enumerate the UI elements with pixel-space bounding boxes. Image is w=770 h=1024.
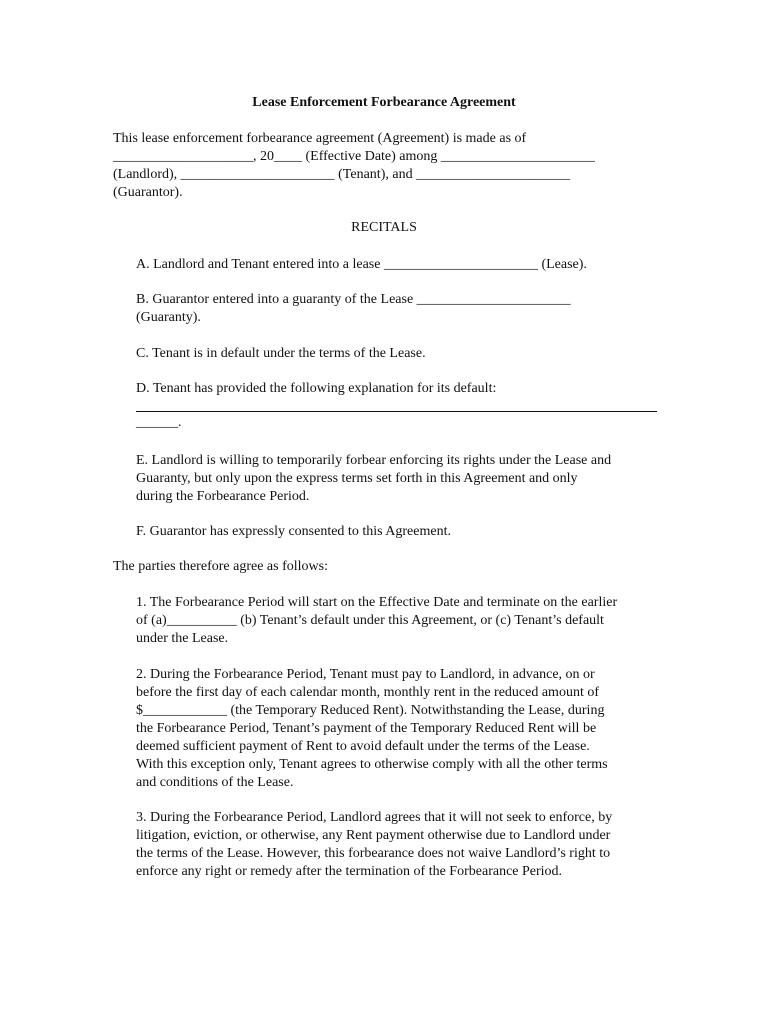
recital-b-line-2: (Guaranty). <box>136 310 201 325</box>
clause-3-line-2: litigation, eviction, or otherwise, any Rent payment otherwise due to Landlord under <box>136 828 611 843</box>
recital-e-line-1: E. Landlord is willing to temporarily forbear enforcing its rights under the Lease and <box>136 453 612 468</box>
intro-line-3: (Landlord), ______________________ (Tenant), and ______________________ <box>113 167 571 182</box>
clause-1-line-2: of (a)__________ (b) Tenant’s default under this Agreement, or (c) Tenant’s default <box>136 613 604 628</box>
recital-b-line-1: B. Guarantor entered into a guaranty of the Lease ______________________ <box>136 292 571 307</box>
agree-intro: The parties therefore agree as follows: <box>113 559 328 574</box>
clause-3-line-1: 3. During the Forbearance Period, Landlord agrees that it will not seek to enforce, by <box>136 810 613 825</box>
clause-3-line-3: the terms of the Lease. However, this forbearance does not waive Landlord’s right to <box>136 846 611 861</box>
clause-2-line-4: the Forbearance Period, Tenant’s payment of the Temporary Reduced Rent will be <box>136 721 597 736</box>
intro-line-4: (Guarantor). <box>113 185 183 200</box>
clause-2-line-7: and conditions of the Lease. <box>136 775 294 790</box>
recital-e-line-3: during the Forbearance Period. <box>136 489 310 504</box>
recital-e-line-2: Guaranty, but only upon the express terms set forth in this Agreement and only <box>136 471 578 486</box>
clause-2-line-1: 2. During the Forbearance Period, Tenant must pay to Landlord, in advance, on or <box>136 667 595 682</box>
document-title: Lease Enforcement Forbearance Agreement <box>252 95 516 110</box>
clause-2-line-2: before the first day of each calendar month, monthly rent in the reduced amount of <box>136 685 599 700</box>
clause-2-line-3: $____________ (the Temporary Reduced Rent). Notwithstanding the Lease, during <box>136 703 605 718</box>
clause-3-line-4: enforce any right or remedy after the termination of the Forbearance Period. <box>136 864 563 879</box>
recital-f-line-1: F. Guarantor has expressly consented to this Agreement. <box>136 524 451 539</box>
clause-1-line-1: 1. The Forbearance Period will start on the Effective Date and terminate on the earlier <box>136 595 618 610</box>
recital-d-line-2: ______. <box>136 415 182 430</box>
clause-2-line-5: deemed sufficient payment of Rent to avoid default under the terms of the Lease. <box>136 739 590 754</box>
intro-line-2: ____________________, 20____ (Effective Date) among ______________________ <box>113 149 595 164</box>
recital-d-line-1: D. Tenant has provided the following explanation for its default: <box>136 381 497 396</box>
intro-line-1: This lease enforcement forbearance agreement (Agreement) is made as of <box>113 131 527 146</box>
recital-a-line-1: A. Landlord and Tenant entered into a lease ______________________ (Lease). <box>136 257 587 272</box>
recitals-heading: RECITALS <box>351 220 417 235</box>
recital-c-line-1: C. Tenant is in default under the terms of the Lease. <box>136 346 426 361</box>
clause-2-line-6: With this exception only, Tenant agrees to otherwise comply with all the other terms <box>136 757 608 772</box>
explanation-blank-line <box>136 411 657 412</box>
clause-1-line-3: under the Lease. <box>136 631 229 646</box>
